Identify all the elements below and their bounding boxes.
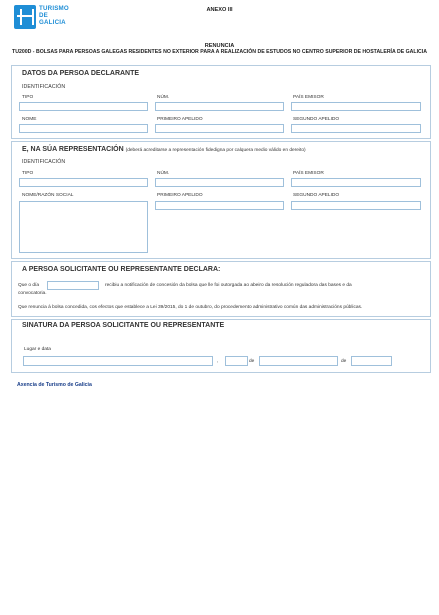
declarant-tipo-field[interactable]	[19, 102, 148, 111]
logo-line-2: DE	[39, 12, 48, 19]
rep-primeiro-field[interactable]	[155, 201, 284, 210]
logo-line-1: TURISMO	[39, 5, 69, 12]
declarant-section	[11, 65, 431, 139]
place-date-label: Lugar e data	[24, 347, 51, 352]
signature-section	[11, 319, 431, 373]
declarant-segundo-field[interactable]	[291, 124, 421, 133]
declaration-line2: Que renuncia á bolsa concedida, cos efectos que establece a Lei 39/2015, do 1 de outubro, do procedemento administrativo común das administracións públicas.	[18, 305, 363, 310]
declaration-section	[11, 261, 431, 317]
rep-tipo-label: TIPO	[22, 171, 34, 176]
declarant-num-field[interactable]	[155, 102, 284, 111]
day-field[interactable]	[225, 356, 248, 366]
document-title: RENUNCIA	[204, 43, 235, 49]
rep-segundo-label: SEGUNDO APELIDO	[293, 193, 340, 198]
representative-id-heading: IDENTIFICACIÓN	[22, 159, 66, 165]
rep-nome-label: NOME/RAZÓN SOCIAL	[22, 193, 74, 198]
representative-note: (deberá acreditarse a representación fidedigna por calquera medio válido en dereito)	[125, 148, 306, 153]
declarant-pais-label: PAÍS EMISOR	[293, 95, 324, 100]
representative-title-text: E, NA SÚA REPRESENTACIÓN	[22, 146, 124, 153]
month-field[interactable]	[259, 356, 338, 366]
year-field[interactable]	[351, 356, 392, 366]
agency-footer: Axencia de Turismo de Galicia	[17, 382, 92, 388]
comma-separator: ,	[217, 359, 219, 364]
rep-num-label: NÚM.	[157, 171, 170, 176]
rep-nome-field[interactable]	[19, 201, 148, 253]
rep-num-field[interactable]	[155, 178, 284, 187]
declarant-section-title: DATOS DA PERSOA DECLARANTE	[22, 70, 140, 77]
logo-line-3: GALICIA	[39, 19, 66, 26]
signature-section-title: SINATURA DA PERSOA SOLICITANTE OU REPRESENTANTE	[22, 322, 225, 329]
rep-segundo-field[interactable]	[291, 201, 421, 210]
de-label-1: de	[249, 359, 255, 364]
rep-pais-label: PAÍS EMISOR	[293, 171, 324, 176]
representative-section	[11, 141, 431, 259]
document-subtitle: TU200D - BOLSAS PARA PERSOAS GALEGAS RESIDENTES NO EXTERIOR PARA A REALIZACIÓN DE ESTUDOS NO CENTRO SUPERIOR DE HOSTALERÍA DE GALICIA	[12, 49, 427, 55]
declarant-segundo-label: SEGUNDO APELIDO	[293, 117, 340, 122]
declarant-num-label: NÚM.	[157, 95, 170, 100]
declarant-tipo-label: TIPO	[22, 95, 34, 100]
declarant-primeiro-label: PRIMEIRO APELIDO	[157, 117, 203, 122]
annex-label: ANEXO III	[206, 7, 233, 13]
declaration-section-title: A PERSOA SOLICITANTE OU REPRESENTANTE DECLARA:	[22, 266, 221, 273]
declaration-line1-cont: convocatoria.	[18, 291, 47, 296]
notification-date-field[interactable]	[47, 281, 99, 290]
declarant-primeiro-field[interactable]	[155, 124, 284, 133]
declarant-id-heading: IDENTIFICACIÓN	[22, 84, 66, 90]
rep-pais-field[interactable]	[291, 178, 421, 187]
declaration-line1-prefix: Que o día	[18, 283, 40, 288]
declarant-nome-label: NOME	[22, 117, 37, 122]
declarant-pais-field[interactable]	[291, 102, 421, 111]
de-label-2: de	[341, 359, 347, 364]
representative-section-title	[22, 146, 306, 153]
declaration-line1-suffix: recibiu a notificación de concesión da bolsa que lle foi outorgada ao abeiro da resolución reguladora das bases e da	[105, 283, 352, 288]
rep-tipo-field[interactable]	[19, 178, 148, 187]
declarant-nome-field[interactable]	[19, 124, 148, 133]
place-field[interactable]	[23, 356, 213, 366]
rep-primeiro-label: PRIMEIRO APELIDO	[157, 193, 203, 198]
